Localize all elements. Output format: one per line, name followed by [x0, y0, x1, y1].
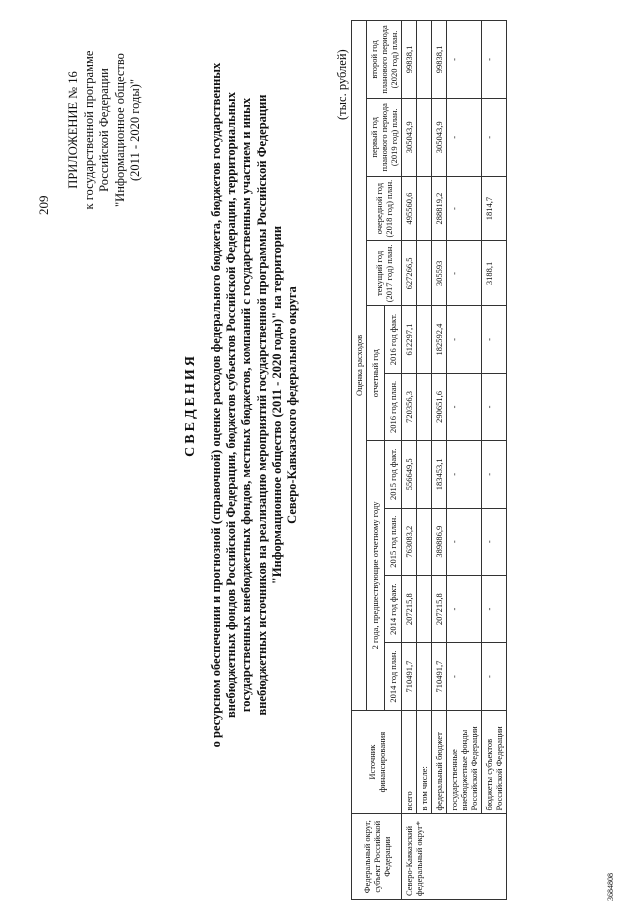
- value-cell: -: [482, 643, 507, 710]
- value-cell: 710491,7: [402, 643, 417, 710]
- value-cell: [417, 241, 432, 306]
- value-cell: -: [447, 176, 482, 241]
- appendix-line: к государственной программе: [81, 50, 96, 210]
- value-cell: 99838,1: [432, 21, 447, 99]
- document-title: СВЕДЕНИЯ: [183, 353, 198, 457]
- col-header-two-years: 2 года, предшествующие отчетному году: [367, 441, 385, 711]
- region-cell: Северо-Кавказский федеральный округ*: [402, 814, 507, 900]
- table-row: [432, 21, 447, 900]
- table-row: [447, 21, 482, 900]
- col-header-estimate: Оценка расходов: [352, 21, 367, 711]
- value-cell: -: [482, 21, 507, 99]
- value-cell: -: [447, 575, 482, 642]
- units-label: (тыс. рублей): [335, 49, 349, 120]
- value-cell: -: [482, 575, 507, 642]
- appendix-line: "Информационное общество: [112, 53, 127, 207]
- heading-line: о ресурсном обеспечении и прогнозной (справочной) оценке расходов федерального бюджета, бюджетов государственных: [209, 62, 223, 748]
- value-cell: -: [447, 306, 482, 373]
- col-header-first-plan: первый год планового периода (2019 год) план.: [367, 98, 402, 176]
- appendix-line: Российской Федерации: [97, 68, 111, 192]
- appendix-line: (2011 - 2020 годы)": [128, 79, 142, 181]
- value-cell: -: [482, 306, 507, 373]
- col-header-current: текущий год (2017 год) план.: [367, 241, 402, 306]
- value-cell: [417, 373, 432, 440]
- source-cell: государственные внебюджетные фонды Российской Федерации: [447, 710, 482, 814]
- value-cell: -: [482, 373, 507, 440]
- value-cell: 612297,1: [402, 306, 417, 373]
- appendix-line: ПРИЛОЖЕНИЕ № 16: [66, 71, 80, 189]
- value-cell: [417, 176, 432, 241]
- document-heading: [209, 55, 300, 755]
- table-body: [402, 21, 507, 900]
- heading-line: "Информационное общество (2011 - 2020 годы)" на территории: [269, 225, 284, 585]
- value-cell: [417, 98, 432, 176]
- value-cell: 556649,5: [402, 441, 417, 508]
- col-header-2015-plan: 2015 год план.: [384, 508, 402, 575]
- col-header-2016-plan: 2016 год план.: [384, 373, 402, 440]
- value-cell: 99838,1: [402, 21, 417, 99]
- barcode-number: 3684808: [606, 873, 615, 901]
- value-cell: 763083,2: [402, 508, 417, 575]
- source-cell: федеральный бюджет: [432, 710, 447, 814]
- value-cell: [417, 441, 432, 508]
- value-cell: 207215,8: [432, 575, 447, 642]
- value-cell: -: [482, 98, 507, 176]
- col-header-source: Источник финансирования: [352, 710, 402, 814]
- value-cell: [417, 575, 432, 642]
- table-row: [417, 21, 432, 900]
- value-cell: [417, 643, 432, 710]
- value-cell: 290651,6: [432, 373, 447, 440]
- value-cell: 1814,7: [482, 176, 507, 241]
- source-cell: в том числе:: [417, 710, 432, 814]
- col-header-next: очередной год (2018 год) план.: [367, 176, 402, 241]
- value-cell: [417, 21, 432, 99]
- value-cell: [417, 306, 432, 373]
- value-cell: -: [447, 21, 482, 99]
- value-cell: 495560,6: [402, 176, 417, 241]
- source-cell: бюджеты субъектов Российской Федерации: [482, 710, 507, 814]
- value-cell: -: [447, 373, 482, 440]
- value-cell: -: [447, 643, 482, 710]
- value-cell: 182592,4: [432, 306, 447, 373]
- col-header-2016-fact: 2016 год факт.: [384, 306, 402, 373]
- value-cell: [417, 508, 432, 575]
- expenditure-table: [351, 20, 507, 900]
- value-cell: -: [482, 441, 507, 508]
- value-cell: 3188,1: [482, 241, 507, 306]
- source-cell: всего: [402, 710, 417, 814]
- value-cell: 627266,5: [402, 241, 417, 306]
- value-cell: 207215,8: [402, 575, 417, 642]
- value-cell: 710491,7: [432, 643, 447, 710]
- col-header-region: Федеральный округ, субъект Российской Федерации: [352, 814, 402, 900]
- table-row: [482, 21, 507, 900]
- heading-line: Северо-Кавказского федерального округа: [285, 286, 300, 524]
- value-cell: -: [447, 241, 482, 306]
- value-cell: 288819,2: [432, 176, 447, 241]
- value-cell: 305043,9: [432, 98, 447, 176]
- value-cell: -: [482, 508, 507, 575]
- value-cell: 305593: [432, 241, 447, 306]
- value-cell: 183453,1: [432, 441, 447, 508]
- col-header-2014-fact: 2014 год факт.: [384, 575, 402, 642]
- heading-line: внебюджетных фондов Российской Федерации, бюджетов субъектов Российской Федерации, территориальных: [224, 92, 239, 718]
- value-cell: 720356,3: [402, 373, 417, 440]
- value-cell: -: [447, 508, 482, 575]
- value-cell: 305043,9: [402, 98, 417, 176]
- value-cell: -: [447, 98, 482, 176]
- col-header-2015-fact: 2015 год факт.: [384, 441, 402, 508]
- col-header-2014-plan: 2014 год план.: [384, 643, 402, 710]
- heading-line: государственных внебюджетных фондов, местных бюджетов, компаний с государственным участием и иных: [239, 97, 254, 713]
- appendix-block: [66, 25, 144, 235]
- value-cell: 389886,9: [432, 508, 447, 575]
- table-row: [402, 21, 417, 900]
- value-cell: -: [447, 441, 482, 508]
- col-header-report-year: отчетный год: [367, 306, 385, 441]
- col-header-second-plan: второй год планового периода (2020 год) план.: [367, 21, 402, 99]
- page-number: 209: [36, 195, 51, 215]
- heading-line: внебюджетных источников на реализацию мероприятий государственной программы Российской Федерации: [254, 94, 269, 716]
